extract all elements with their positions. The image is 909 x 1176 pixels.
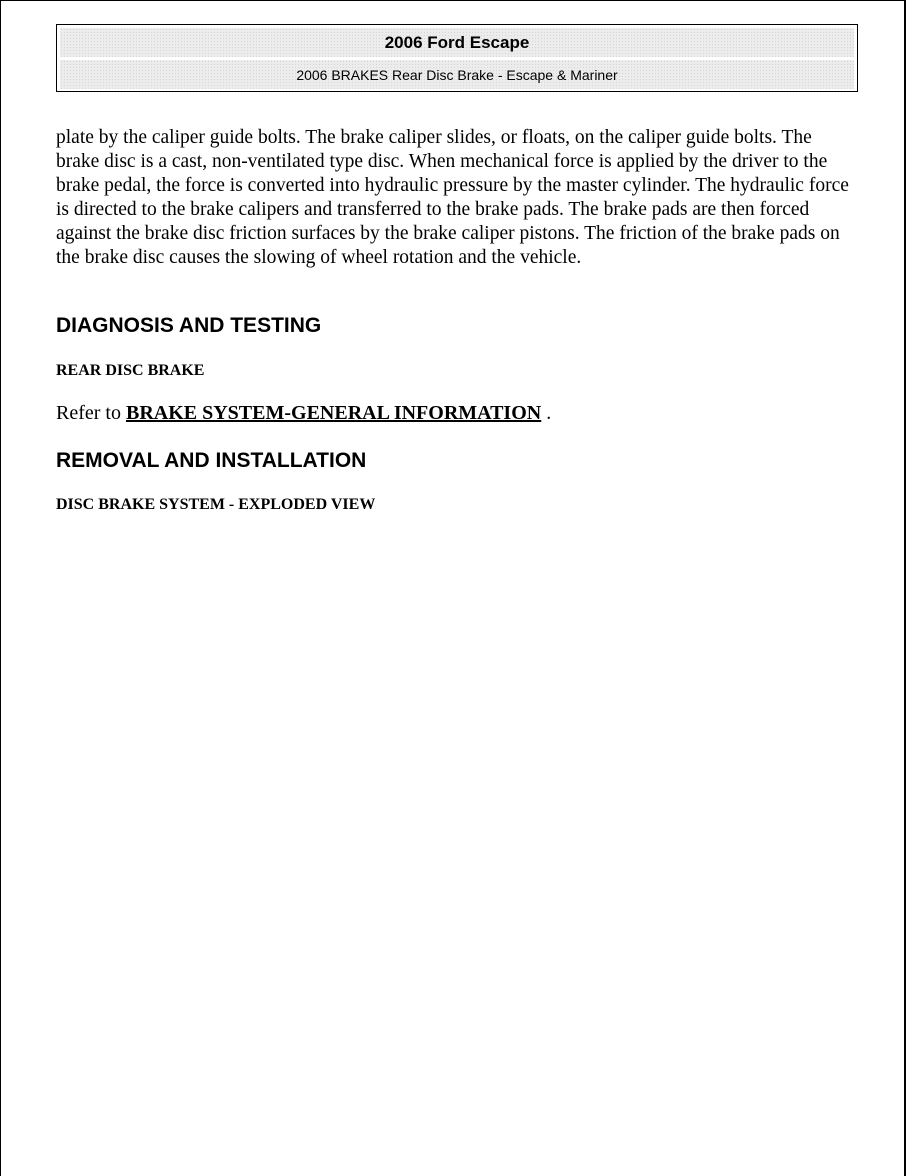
brake-system-general-information-link[interactable]: BRAKE SYSTEM-GENERAL INFORMATION [125,402,542,424]
refer-suffix: . [541,402,552,424]
diagnosis-heading: DIAGNOSIS AND TESTING [56,314,322,337]
header-subtitle: 2006 BRAKES Rear Disc Brake - Escape & Mariner [60,60,854,89]
refer-prefix: Refer to [56,402,126,424]
rear-disc-brake-subheading: REAR DISC BRAKE [56,362,205,379]
refer-line [56,402,551,425]
exploded-view-subheading: DISC BRAKE SYSTEM - EXPLODED VIEW [56,496,376,513]
body-paragraph: plate by the caliper guide bolts. The brake caliper slides, or floats, on the caliper guide bolts. The brake disc is a cast, non-ventilated type disc. When mechanical force is applied by the driver to the brake pedal, the force is converted into hydraulic pressure by the master cylinder. The hydraulic force is directed to the brake calipers and transferred to the brake pads. The brake pads are then forced against the brake disc friction surfaces by the brake caliper pistons. The friction of the brake pads on the brake disc causes the slowing of wheel rotation and the vehicle. [56,127,849,268]
document-header [56,24,858,92]
removal-heading: REMOVAL AND INSTALLATION [56,449,367,472]
header-title: 2006 Ford Escape [60,28,854,57]
